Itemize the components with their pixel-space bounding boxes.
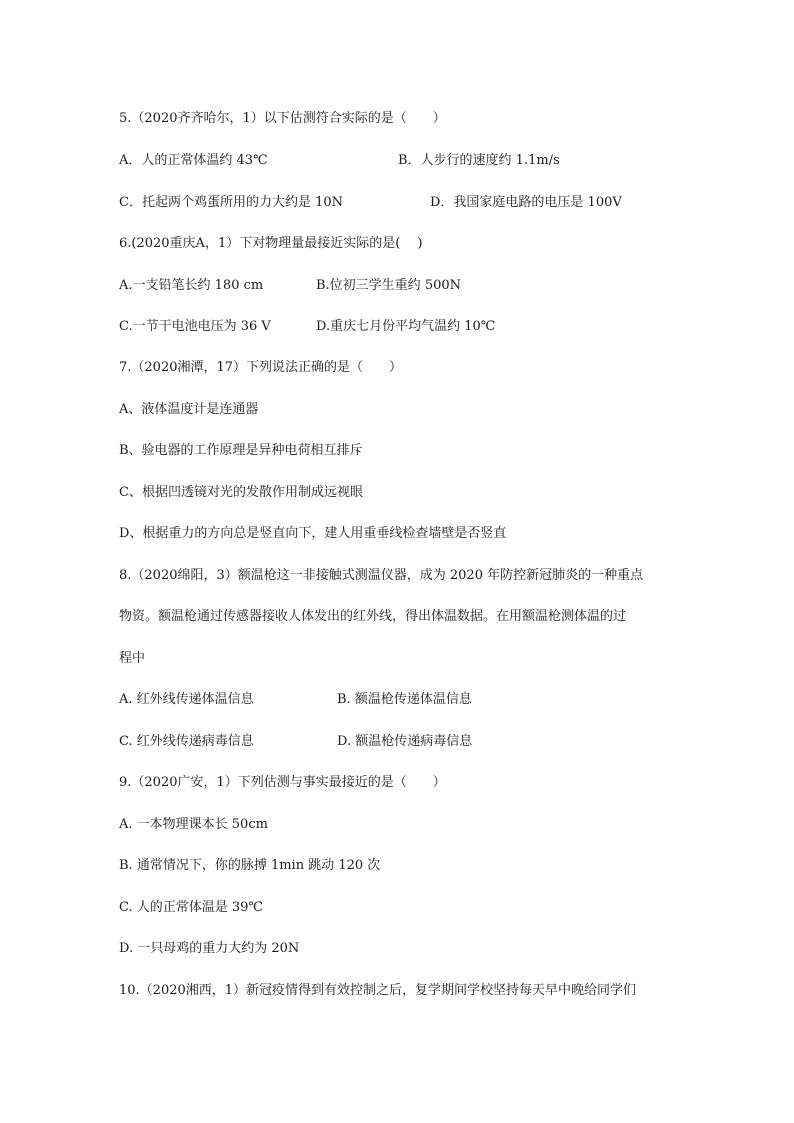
question-9-option-b: B. 通常情况下，你的脉搏 1min 跳动 120 次 [119,858,381,873]
question-8-stem-line-2: 物资。额温枪通过传感器接收人体发出的红外线，得出体温数据。在用额温枪测体温的过 [119,609,627,624]
question-9-option-a: A. 一本物理课本长 50cm [119,817,268,832]
question-7-option-b: B、验电器的工作原理是异种电荷相互排斥 [119,443,363,458]
question-8-stem-line-1: 8.（2020绵阳，3）额温枪这一非接触式测温仪器，成为 2020 年防控新冠肺炎的一种重点 [119,568,644,583]
question-9-stem: 9.（2020广安，1）下列估测与事实最接近的是（ ） [119,775,446,790]
question-8-option-c: C. 红外线传递病毒信息 [119,734,254,749]
question-8-option-d: D. 额温枪传递病毒信息 [337,734,473,749]
question-8-stem-line-3: 程中 [119,651,146,666]
question-9-option-d: D. 一只母鸡的重力大约为 20N [119,941,300,956]
question-7-option-d: D、根据重力的方向总是竖直向下，建人用重垂线检查墙壁是否竖直 [119,526,507,541]
question-6-stem: 6.(2020重庆A，1）下对物理量最接近实际的是( ) [119,236,423,251]
question-8-option-b: B. 额温枪传递体温信息 [337,692,472,707]
question-5-option-c: C．托起两个鸡蛋所用的力大约是 10N [119,195,343,210]
question-8-option-a: A. 红外线传递体温信息 [119,692,254,707]
question-7-option-a: A、液体温度计是连通器 [119,402,259,417]
question-6-option-a: A.一支铅笔长约 180 cm [119,278,264,293]
question-7-option-c: C、根据凹透镜对光的发散作用制成远视眼 [119,485,363,500]
question-6-option-c: C.一节干电池电压为 36 V [119,319,271,334]
question-5-stem: 5.（2020齐齐哈尔，1）以下估测符合实际的是（ ） [119,111,446,126]
question-6-option-d: D.重庆七月份平均气温约 10℃ [316,319,496,334]
question-9-option-c: C. 人的正常体温是 39℃ [119,900,263,915]
question-7-stem: 7.（2020湘潭，17）下列说法正确的是（ ） [119,360,403,375]
question-10-stem: 10.（2020湘西，1）新冠疫情得到有效控制之后，复学期间学校坚持每天早中晚给同学们 [119,983,637,998]
question-5-option-d: D．我国家庭电路的电压是 100V [430,195,622,210]
question-6-option-b: B.位初三学生重约 500N [316,278,462,293]
question-5-option-a: A．人的正常体温约 43℃ [119,153,268,168]
question-5-option-b: B．人步行的速度约 1.1m/s [398,153,560,168]
